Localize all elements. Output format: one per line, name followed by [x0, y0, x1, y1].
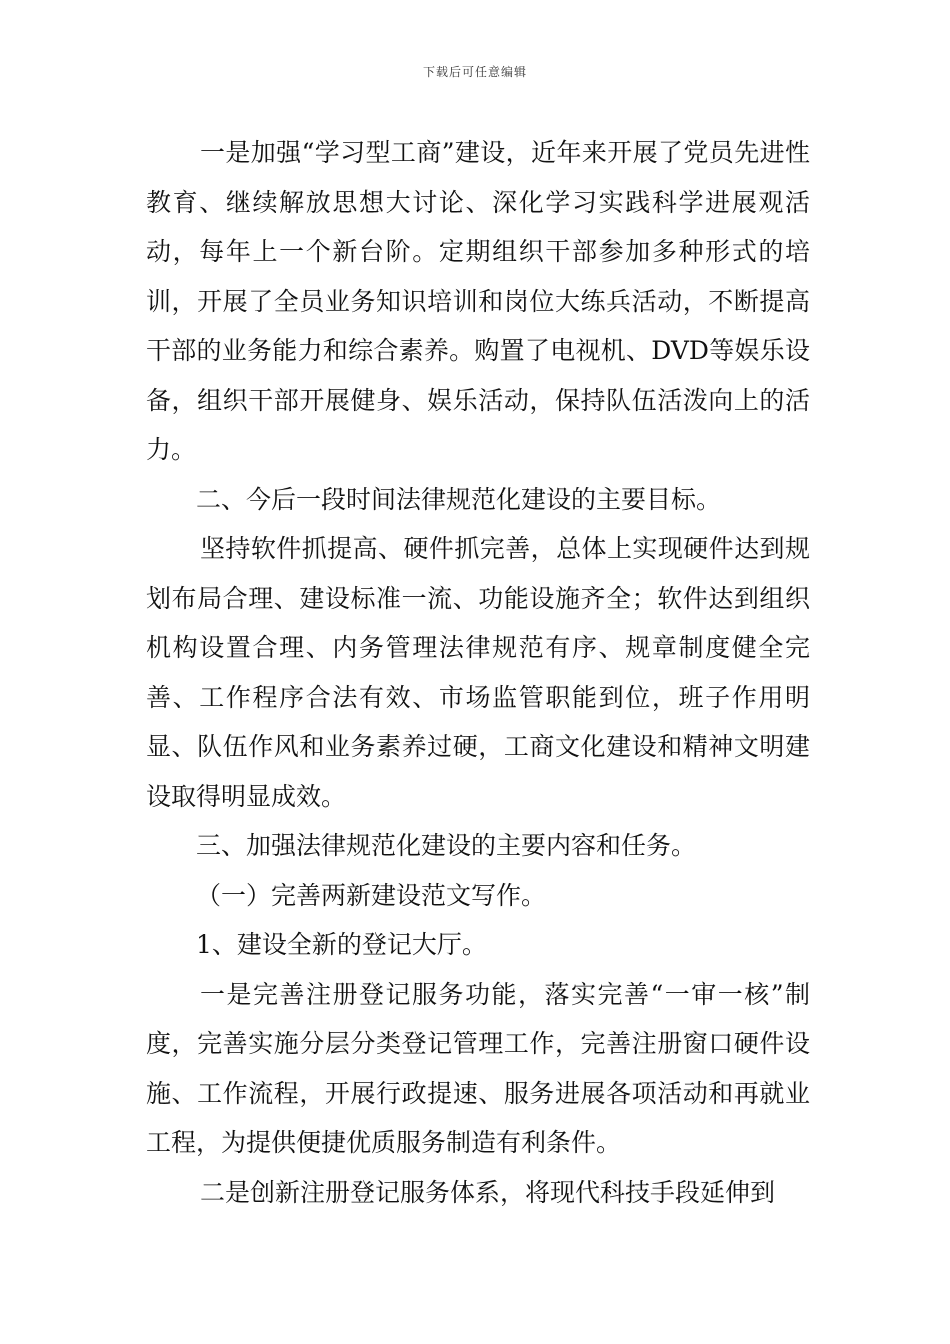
document-body — [146, 128, 810, 1217]
heading-section-three: 三、加强法律规范化建设的主要内容和任务。 — [196, 831, 697, 860]
heading-subsection-one: （一）完善两新建设范文写作。 — [196, 880, 547, 910]
heading-item-one: 1、建设全新的登记大厅。 — [196, 930, 487, 959]
paragraph-registration-function: 一是完善注册登记服务功能，落实完善“一审一核”制度，完善实施分层分类登记管理工作，完善注册窗口硬件设施、工作流程，开展行政提速、服务进展各项活动和再就业工程，为提供便捷优质服务制造有利条件。 — [146, 979, 810, 1157]
paragraph-registration-system: 二是创新注册登记服务体系，将现代科技手段延伸到 — [200, 1177, 776, 1207]
page-header-note: 下载后可任意编辑 — [422, 65, 527, 79]
paragraph-goals: 坚持软件抓提高、硬件抓完善，总体上实现硬件达到规划布局合理、建设标准一流、功能设施齐全；软件达到组织机构设置合理、内务管理法律规范有序、规章制度健全完善、工作程序合法有效、市场监管职能到位，班子作用明显、队伍作风和业务素养过硬，工商文化建设和精神文明建设取得明显成效。 — [146, 534, 810, 811]
paragraph-study-construction: 一是加强“学习型工商”建设，近年来开展了党员先进性教育、继续解放思想大讨论、深化学习实践科学进展观活动，每年上一个新台阶。定期组织干部参加多种形式的培训，开展了全员业务知识培训和岗位大练兵活动，不断提高干部的业务能力和综合素养。购置了电视机、DVD等娱乐设备，组织干部开展健身、娱乐活动，保持队伍活泼向上的活力。 — [146, 138, 810, 464]
heading-section-two: 二、今后一段时间法律规范化建设的主要目标。 — [196, 484, 722, 514]
